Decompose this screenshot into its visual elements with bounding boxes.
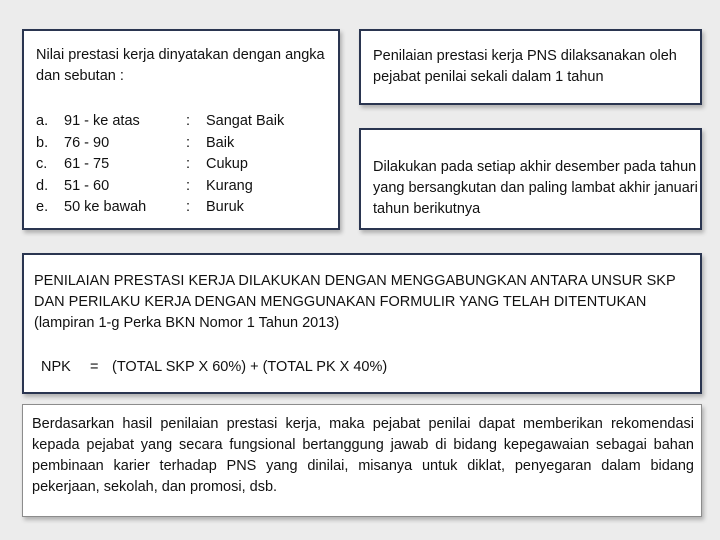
grade-criteria-box xyxy=(22,29,340,230)
timing-text: Dilakukan pada setiap akhir desember pada tahun yang bersangkutan dan paling lambat akhir januari tahun berikutnya xyxy=(373,159,698,217)
formula-equals: = xyxy=(90,359,99,375)
grade-letter: d. xyxy=(36,177,49,194)
grade-label: Buruk xyxy=(206,199,244,215)
grade-colon: : xyxy=(186,134,191,151)
grade-range: 61 - 75 xyxy=(64,156,110,172)
grade-letter: a. xyxy=(36,113,49,129)
timing-box xyxy=(359,128,702,230)
grade-range: 50 ke bawah xyxy=(64,199,147,215)
grade-colon: : xyxy=(186,156,191,172)
grade-row xyxy=(36,197,326,219)
grade-row xyxy=(36,111,326,133)
grade-colon: : xyxy=(186,199,191,215)
grade-range: 76 - 90 xyxy=(64,134,110,151)
grade-letter: e. xyxy=(36,199,49,215)
criteria-intro: Nilai prestasi kerja dinyatakan dengan angka dan sebutan : xyxy=(36,47,325,84)
grade-letter: c. xyxy=(36,156,48,172)
recommendation-text: Berdasarkan hasil penilaian prestasi kerja, maka pejabat penilai dapat memberikan rekomendasi kepada pejabat yang secara fungsional bertanggung jawab di bidang kepegawaian sebagai bahan pembinaan karier terhadap PNS yang dinilai, misanya untuk diklat, penyegaran dalam bidang pekerjaan, sekolah, dan promosi, dsb. xyxy=(32,416,694,495)
grade-row xyxy=(36,133,326,155)
grade-range: 91 - ke atas xyxy=(64,113,140,129)
grade-colon: : xyxy=(186,177,191,194)
formula-name: NPK xyxy=(41,359,71,375)
grade-label: Kurang xyxy=(206,177,253,194)
grade-label: Cukup xyxy=(206,156,248,172)
grade-label: Baik xyxy=(206,134,235,151)
evaluator-text: Penilaian prestasi kerja PNS dilaksanakan oleh pejabat penilai sekali dalam 1 tahun xyxy=(373,48,677,85)
grade-range: 51 - 60 xyxy=(64,177,110,194)
formula-expression: (TOTAL SKP X 60%) + (TOTAL PK X 40%) xyxy=(112,359,388,375)
assessment-method-box xyxy=(22,253,702,394)
grade-row xyxy=(36,154,326,176)
grade-row xyxy=(36,176,326,198)
grade-colon: : xyxy=(186,113,191,129)
method-text: PENILAIAN PRESTASI KERJA DILAKUKAN DENGAN MENGGABUNGKAN ANTARA UNSUR SKP DAN PERILAKU KERJA DENGAN MENGGUNAKAN FORMULIR YANG TELAH DITENTUKAN (lampiran 1-g Perka BKN Nomor 1 Tahun 2013) xyxy=(34,273,676,331)
grade-label: Sangat Baik xyxy=(206,113,285,129)
evaluator-box xyxy=(359,29,702,105)
grade-letter: b. xyxy=(36,134,49,151)
recommendation-box xyxy=(22,404,702,517)
grade-list xyxy=(36,111,326,219)
